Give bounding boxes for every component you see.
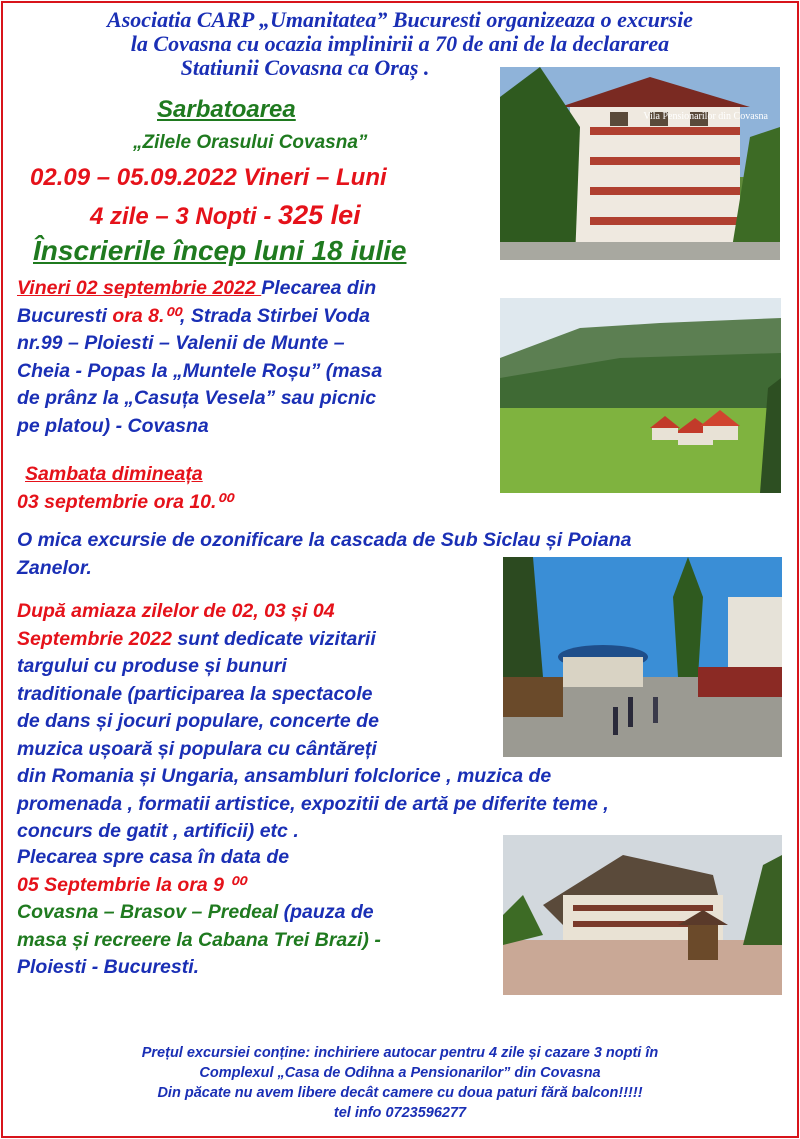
day2-description: O mica excursie de ozonificare la cascada de Sub Siclau și Poiana Zanelor. bbox=[17, 529, 632, 579]
return-paragraph: Plecarea spre casa în data de 05 Septembrie la ora 9 ⁰⁰ Covasna – Brasov – Predeal (pauza de masa și recreere la Cabana Trei Brazi) - Ploiesti - Bucuresti. bbox=[17, 846, 381, 978]
footer-info: Prețul excursiei conține: inchiriere autocar pentru 4 zile și cazare 3 nopti în Complexul „Casa de Odihna a Pensionarilor” din Covasna Din păcate nu avem libere decât camere cu doua paturi fără balcon!!!!! tel info 0723596277 bbox=[141, 1045, 659, 1121]
header-line-1: Asociatia CARP „Umanitatea” Bucuresti organizeaza o excursie bbox=[107, 7, 693, 32]
muntele-rosu-photo bbox=[500, 298, 781, 493]
vila-caption: Vila Pensionarilor din Covasna bbox=[643, 111, 768, 122]
event-duration bbox=[90, 200, 361, 231]
return-date: 05 Septembrie la ora 9 ⁰⁰ bbox=[17, 873, 246, 896]
vila-photo bbox=[500, 67, 780, 260]
day1-time: ora 8.⁰⁰ bbox=[112, 304, 181, 327]
day2-label: Sambata dimineața bbox=[25, 463, 203, 485]
mountain-image bbox=[500, 298, 781, 493]
event-dates: 02.09 – 05.09.2022 Vineri – Luni bbox=[30, 164, 387, 191]
event-subtitle: „Zilele Orasului Covasna” bbox=[133, 132, 368, 153]
header-line-3: Statiunii Covasna ca Oraș . bbox=[180, 55, 430, 80]
event-price: 325 lei bbox=[278, 200, 361, 230]
day2-date: 03 septembrie ora 10.⁰⁰ bbox=[17, 491, 233, 513]
afternoons-paragraph: După amiaza zilelor de 02, 03 și 04 Septembrie 2022 sunt dedicate vizitarii targului cu produse și bunuri traditionale (participarea la spectacole de dans și jocuri populare, concerte de muzica ușoară și populara cu cântăreți din Romania și Ungaria, ansambluri folclorice , muzica de promenada , formatii artistice, expozitii de artă pe diferite teme , concurs de gatit , artificii) etc . bbox=[17, 600, 609, 842]
phone-number: tel info 0723596277 bbox=[333, 1105, 467, 1121]
day1-date: Vineri 02 septembrie 2022 bbox=[17, 277, 262, 299]
header-line-2: la Covasna cu ocazia implinirii a 70 de ani de la declararea bbox=[130, 31, 670, 56]
vila-image bbox=[500, 67, 780, 260]
cabana-image bbox=[503, 835, 782, 995]
event-name: Sarbatoarea bbox=[157, 96, 296, 123]
registration-date: Înscrierile încep luni 18 iulie bbox=[33, 235, 407, 266]
trei-brazi-photo bbox=[503, 835, 782, 995]
day1-paragraph: Vineri 02 septembrie 2022 Plecarea din Bucuresti ora 8.⁰⁰, Strada Stirbei Voda nr.99 – Ploiesti – Valenii de Munte – Cheia - Popas la „Muntele Roșu” (masa de prânz la „Casuța Vesela” sau picnic pe platou) - Covasna bbox=[17, 277, 383, 437]
duration-text: 4 zile – 3 Nopti - bbox=[90, 203, 279, 230]
